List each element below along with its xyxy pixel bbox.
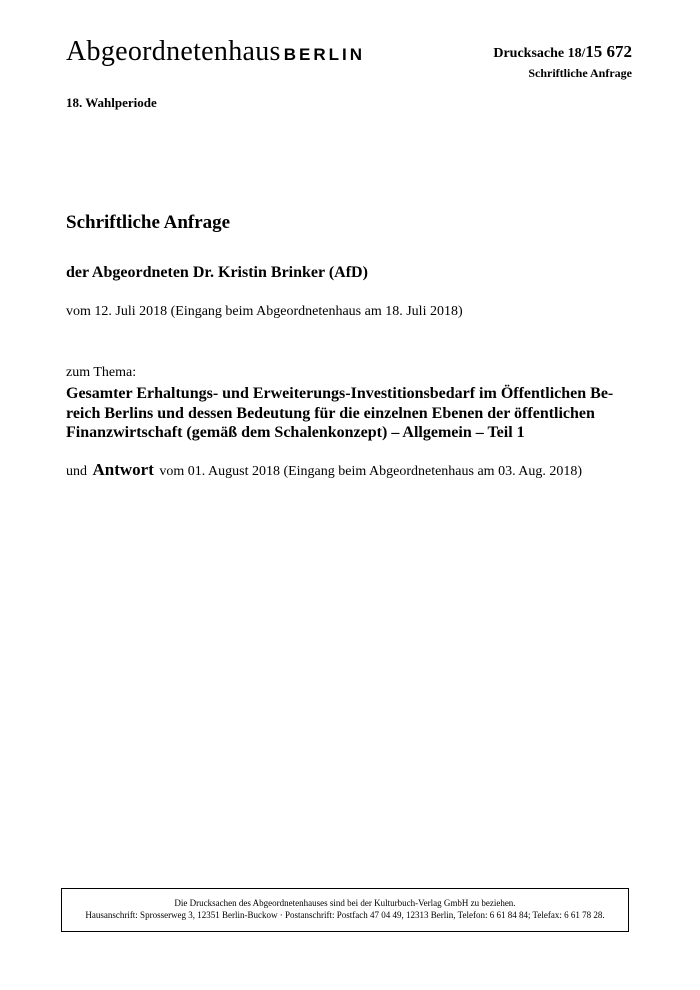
thema-text <box>66 384 636 443</box>
footer-line-1: Die Drucksachen des Abgeordnetenhauses sind bei der Kulturbuch-Verlag GmbH zu beziehen. <box>174 898 516 908</box>
brand-logo <box>66 36 365 68</box>
thema-label: zum Thema: <box>66 365 137 380</box>
doc-label: Drucksache <box>493 46 565 61</box>
author-line: der Abgeordneten Dr. Kristin Brinker (AfD) <box>66 264 368 281</box>
date-line: vom 12. Juli 2018 (Eingang beim Abgeordnetenhaus am 18. Juli 2018) <box>66 304 463 319</box>
doc-number-separator: / <box>581 45 586 60</box>
footer-box <box>61 888 629 932</box>
brand-city: BERLIN <box>283 45 366 64</box>
answer-prefix: und <box>66 464 87 479</box>
wahlperiode: 18. Wahlperiode <box>66 95 157 110</box>
page-title: Schriftliche Anfrage <box>66 212 231 233</box>
thema-line: reich Berlins und dessen Bedeutung für die einzelnen Ebenen der öffentlichen <box>66 404 595 422</box>
brand-name: Abgeordnetenhaus <box>66 36 281 67</box>
period-number: 18 <box>567 46 582 61</box>
answer-line <box>66 460 582 480</box>
footer-line-2: Hausanschrift: Sprosserweg 3, 12351 Berlin-Buckow · Postanschrift: Postfach 47 04 49, 12313 Berlin, Telefon: 6 61 84 84; Telefax: 6 61 78 28. <box>85 910 605 920</box>
answer-text: vom 01. August 2018 (Eingang beim Abgeordnetenhaus am 03. Aug. 2018) <box>159 464 583 479</box>
thema-line: Gesamter Erhaltungs- und Erweiterungs-Investitionsbedarf im Öffentlichen Be- <box>66 385 614 402</box>
document-reference <box>493 42 632 81</box>
doc-number-line <box>493 42 632 62</box>
thema-line: Finanzwirtschaft (gemäß dem Schalenkonzept) – Allgemein – Teil 1 <box>66 424 525 441</box>
answer-label: Antwort <box>92 460 154 479</box>
doc-number: 15 672 <box>585 42 632 61</box>
doc-type: Schriftliche Anfrage <box>528 66 632 80</box>
